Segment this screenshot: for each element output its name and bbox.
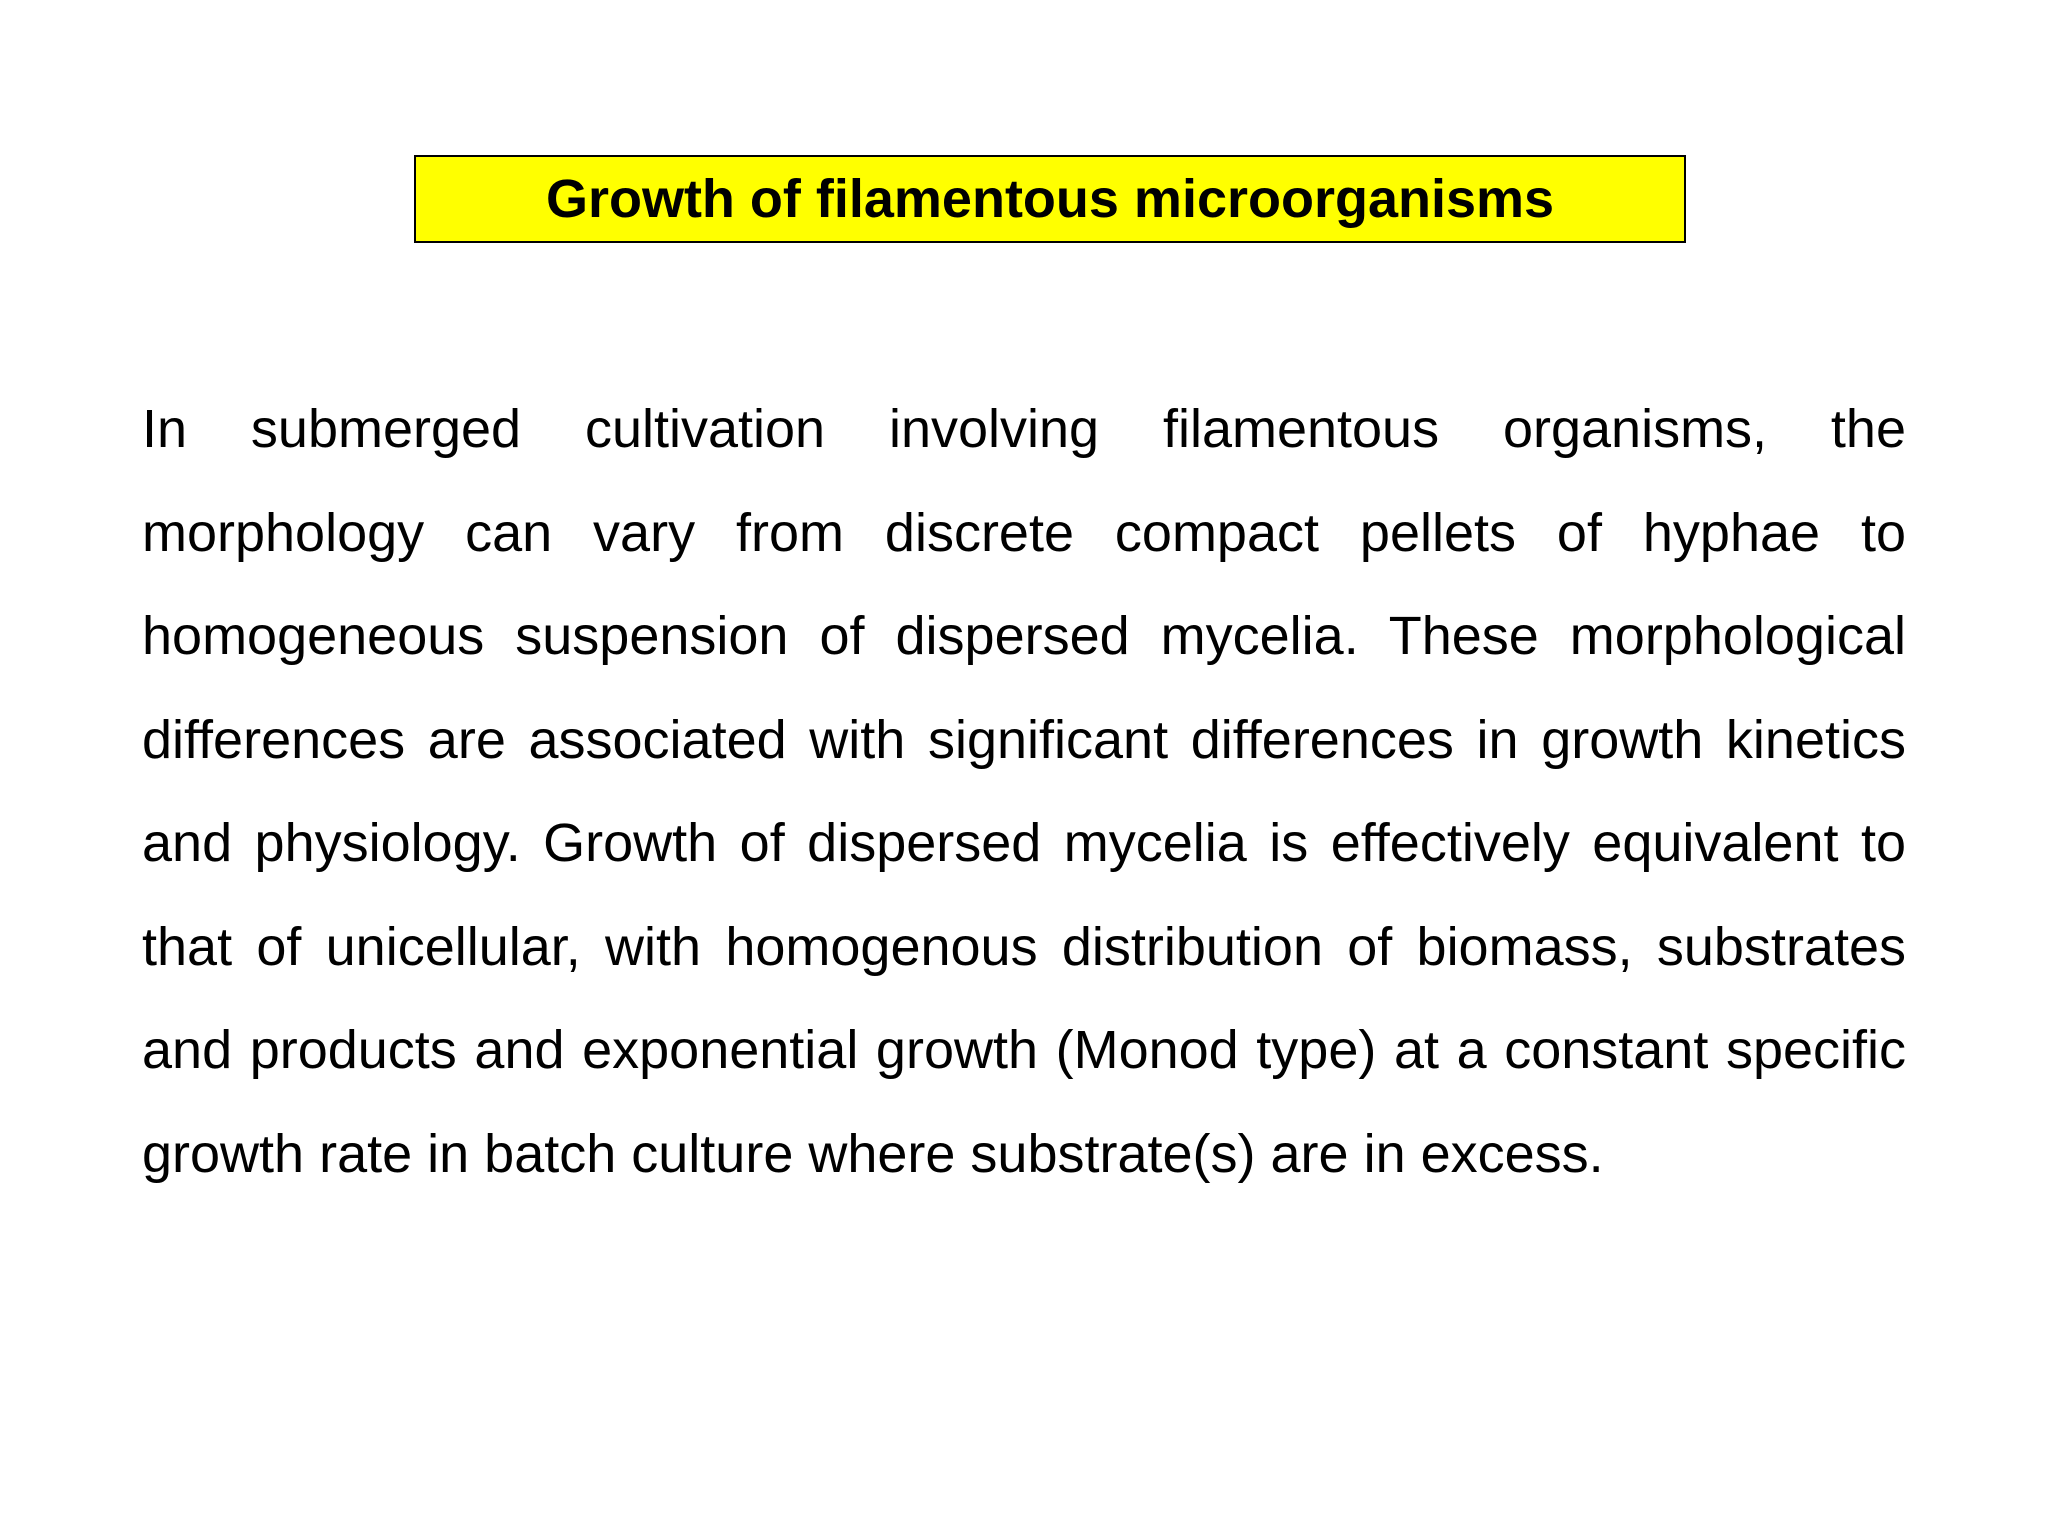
title-banner bbox=[414, 155, 1686, 243]
body-paragraph: In submerged cultivation involving filamentous organisms, the morphology can vary from discrete compact pellets of hyphae to homogeneous suspension of dispersed mycelia. These morphological differences are associated with significant differences in growth kinetics and physiology. Growth of dispersed mycelia is effectively equivalent to that of unicellular, with homogenous distribution of biomass, substrates and products and exponential growth (Monod type) at a constant specific growth rate in batch culture where substrate(s) are in excess. bbox=[142, 399, 1906, 1184]
slide-title: Growth of filamentous microorganisms bbox=[545, 169, 1555, 229]
